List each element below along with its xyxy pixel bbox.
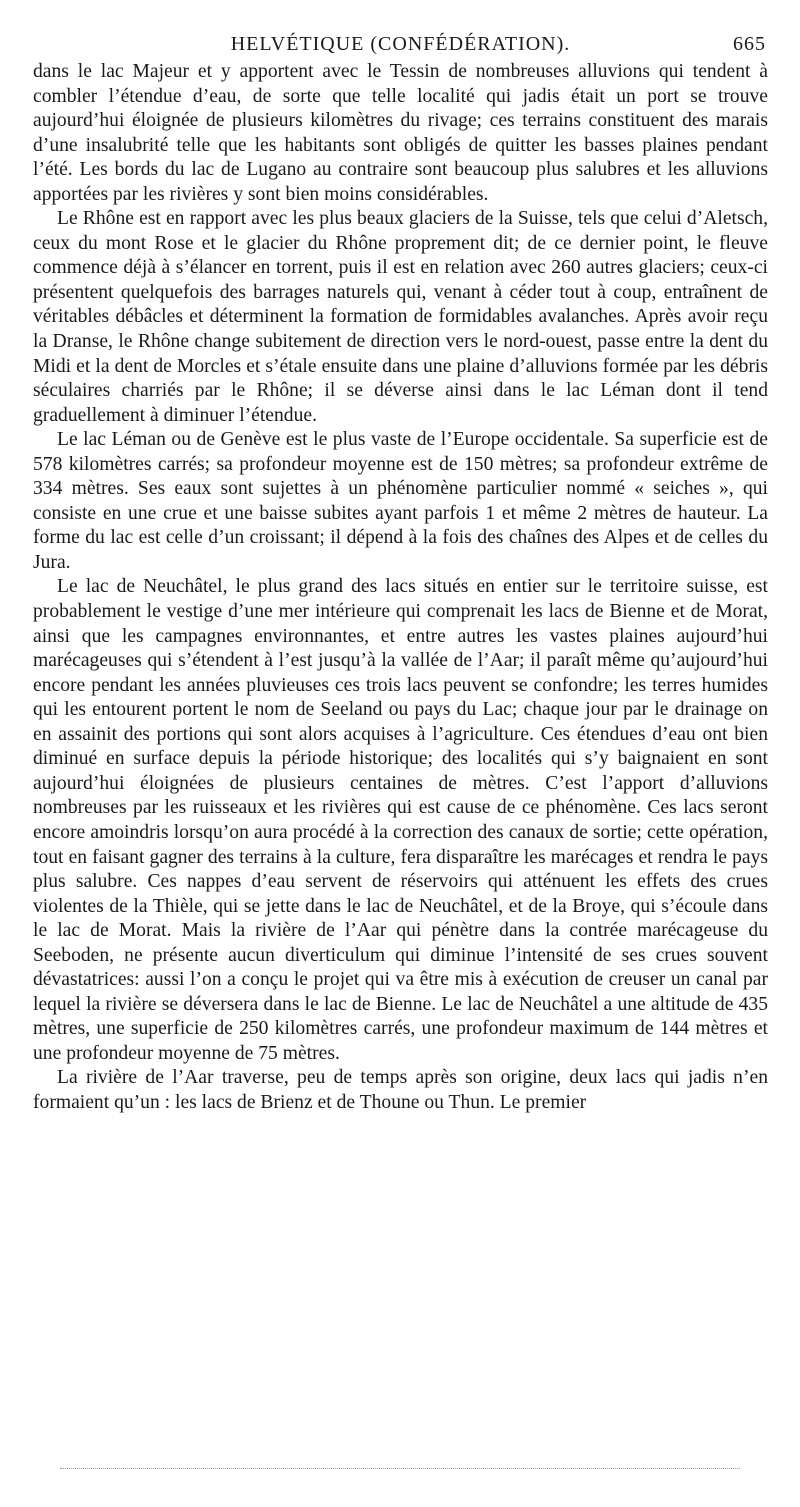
paragraph-continued-majeur: dans le lac Majeur et y apportent avec le Tessin de nombreuses alluvions qui tendent à combler l’étendue d’eau, de sorte que telle localité qui jadis était un port se trouve aujourd’hui éloignée de plusieurs kilomètres du rivage; ces terrains constituent des marais d’une insalubrité telle que les habitants sont obligés de quitter les basses plaines pendant l’été. Les bords du lac de Lugano au contraire sont beaucoup plus salubres et les alluvions apportées par les rivières y sont bien moins considérables.	[33, 61, 768, 205]
paragraph-neuchatel: Le lac de Neuchâtel, le plus grand des lacs situés en entier sur le territoire suisse, est probablement le vestige d’une mer intérieure qui comprenait les lacs de Bienne et de Morat, ainsi que les campagnes environnantes, et entre autres les vastes plaines aujourd’hui marécageuses qui s’étendent à l’est jusqu’à la vallée de l’Aar; il paraît même qu’aujourd’hui encore pendant les années pluvieuses ces trois lacs peuvent se confondre; les terres humides qui les entourent portent le nom de Seeland ou pays du Lac; chaque jour par le drainage on en assainit des portions qui sont alors acquises à l’agriculture. Ces étendues d’eau ont bien diminué en surface depuis la période historique; des localités qui s’y baignaient en sont aujourd’hui éloignées de plusieurs centaines de mètres. C’est l’apport d’alluvions nombreuses par les ruisseaux et les rivières qui est cause de ce phénomène. Ces lacs seront encore amoindris lorsqu’on aura procédé à la correction des canaux de sortie; cette opération, tout en faisant gagner des terrains à la culture, fera disparaître les marécages et rendra le pays plus salubre. Ces nappes d’eau servent de réservoirs qui atténuent les effets des crues violentes de la Thièle, qui se jette dans le lac de Neuchâtel, et de la Broye, qui s’écoule dans le lac de Morat. Mais la rivière de l’Aar qui pénètre dans la contrée marécageuse du Seeboden, ne présente aucun diverticulum qui diminue l’intensité de ses crues souvent dévastatrices: aussi l’on a conçu le projet qui va être mis à exécution de creuser un canal par lequel la rivière se déversera dans le lac de Bienne. Le lac de Neuchâtel a une altitude de 435 mètres, une superficie de 250 kilomètres carrés, une profondeur maximum de 144 mètres et une profondeur moyenne de 75 mètres.	[33, 576, 768, 1064]
running-head	[33, 28, 768, 60]
paragraph-rhone: Le Rhône est en rapport avec les plus beaux glaciers de la Suisse, tels que celui d’Aletsch, ceux du mont Rose et le glacier du Rhône proprement dit; de ce dernier point, le fleuve commence déjà à s’élancer en torrent, puis il est en relation avec 260 autres glaciers; ceux-ci présentent quelquefois des barrages naturels qui, venant à céder tout à coup, entraînent de véritables débâcles et déterminent la formation de formidables avalanches. Après avoir reçu la Dranse, le Rhône change subitement de direction vers le nord-ouest, passe entre la dent du Midi et la dent de Morcles et s’étale ensuite dans une plaine d’alluvions formée par les débris séculaires charriés par le Rhône; il se déverse ainsi dans le lac Léman dont il tend graduellement à diminuer l’étendue.	[33, 208, 768, 426]
body-text	[33, 60, 768, 1116]
paragraph-aar: La rivière de l’Aar traverse, peu de temps après son origine, deux lacs qui jadis n’en formaient qu’un : les lacs de Brienz et de Thoune ou Thun. Le premier	[33, 1067, 768, 1113]
running-head-title: HELVÉTIQUE (CONFÉDÉRATION).	[230, 33, 571, 55]
document-page	[33, 28, 768, 1116]
paragraph-leman: Le lac Léman ou de Genève est le plus vaste de l’Europe occidentale. Sa superficie est de 578 kilomètres carrés; sa profondeur moyenne est de 150 mètres; sa profondeur extrême de 334 mètres. Ses eaux sont sujettes à un phénomène particulier nommé « seiches », qui consiste en une crue et une baisse subites ayant parfois 1 et même 2 mètres de hauteur. La forme du lac est celle d’un croissant; il dépend à la fois des chaînes des Alpes et de celles du Jura.	[33, 429, 768, 573]
bottom-dotted-rule	[60, 1468, 740, 1469]
page-number: 665	[733, 33, 766, 55]
